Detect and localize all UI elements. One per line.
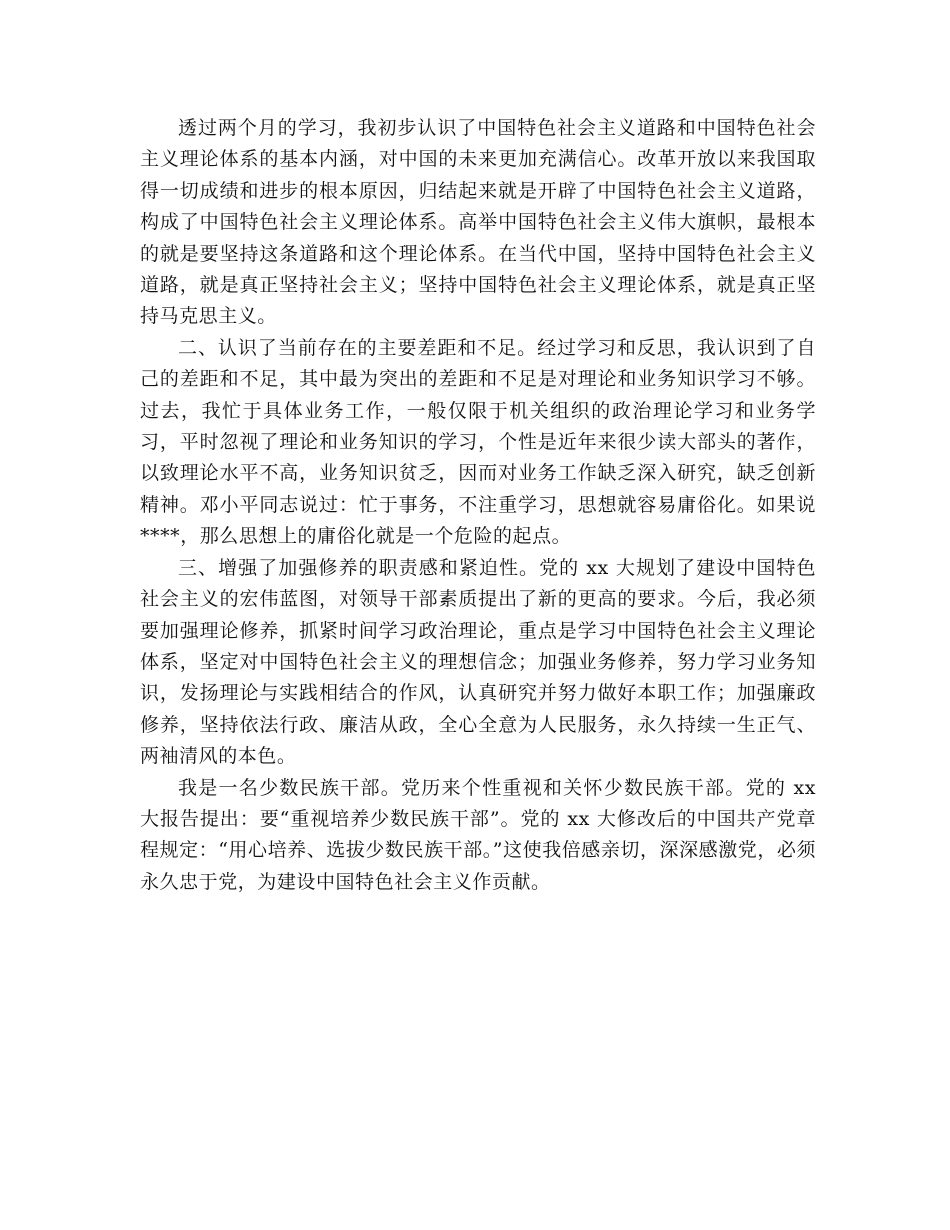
paragraph-self-cultivation: 三、增强了加强修养的职责感和紧迫性。党的 xx 大规划了建设中国特色社会主义的宏伟蓝图，对领导干部素质提出了新的更高的要求。今后，我必须要加强理论修养，抓紧时间学习政治理论，重点是学习中国特色社会主义理论体系，坚定对中国特色社会主义的理想信念；加强业务修养，努力学习业务知识，发扬理论与实践相结合的作风，认真研究并努力做好本职工作；加强廉政修养，坚持依法行政、廉洁从政，全心全意为人民服务，永久持续一生正气、两袖清风的本色。 — [140, 556, 816, 768]
paragraph-road-and-theory: 透过两个月的学习，我初步认识了中国特色社会主义道路和中国特色社会主义理论体系的基本内涵，对中国的未来更加充满信心。改革开放以来我国取得一切成绩和进步的根本原因，归结起来就是开辟了中国特色社会主义道路，构成了中国特色社会主义理论体系。高举中国特色社会主义伟大旗帜，最根本的就是要坚持这条道路和这个理论体系。在当代中国，坚持中国特色社会主义道路，就是真正坚持社会主义；坚持中国特色社会主义理论体系，就是真正坚持马克思主义。 — [140, 117, 816, 328]
paragraph-gaps-and-shortcomings: 二、认识了当前存在的主要差距和不足。经过学习和反思，我认识到了自己的差距和不足，其中最为突出的差距和不足是对理论和业务知识学习不够。过去，我忙于具体业务工作，一般仅限于机关组织的政治理论学习和业务学习，平时忽视了理论和业务知识的学习，个性是近年来很少读大部头的著作，以致理论水平不高，业务知识贫乏，因而对业务工作缺乏深入研究，缺乏创新精神。邓小平同志说过：忙于事务，不注重学习，思想就容易庸俗化。如果说****，那么思想上的庸俗化就是一个危险的起点。 — [140, 336, 816, 548]
document-body — [140, 113, 816, 898]
paragraph-minority-cadre: 我是一名少数民族干部。党历来个性重视和关怀少数民族干部。党的 xx 大报告提出：要“重视培养少数民族干部”。党的 xx 大修改后的中国共产党章程规定：“用心培养、选拔少数民族干部。”这使我倍感亲切，深深感激党，必须永久忠于党，为建设中国特色社会主义作贡献。 — [140, 776, 816, 893]
